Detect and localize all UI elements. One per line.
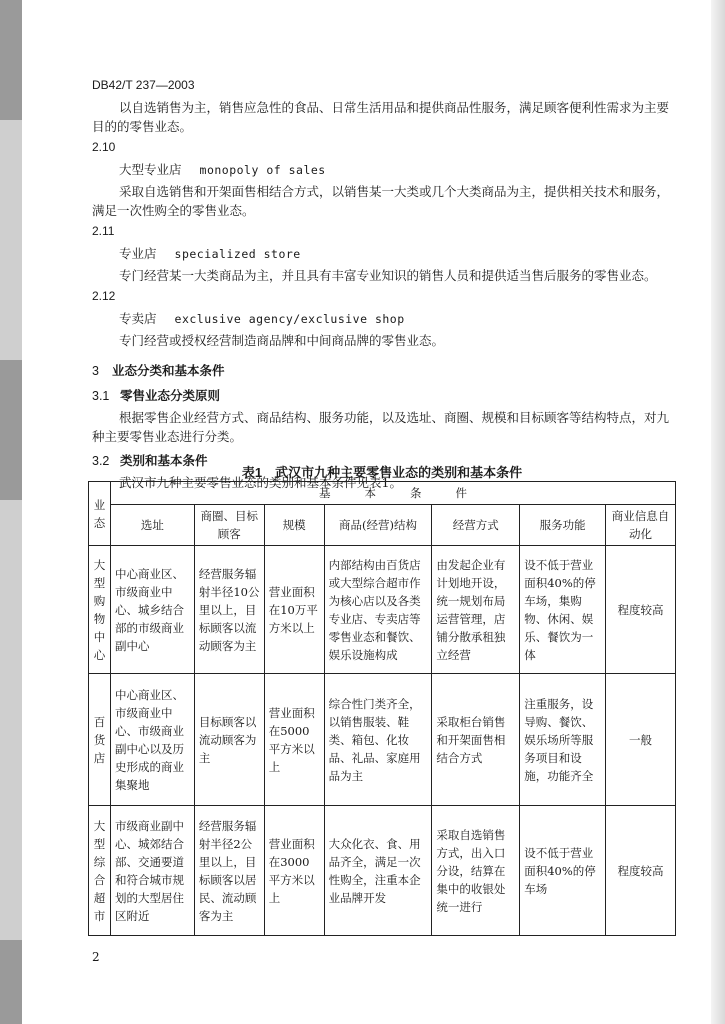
- page-number: 2: [92, 950, 100, 964]
- row-type: 大型购物中心: [89, 546, 111, 674]
- header-cell: 商品(经营)结构: [324, 505, 432, 546]
- table-cell: 设不低于营业面积40%的停车场，集购物、休闲、娱乐、餐饮为一体: [520, 546, 606, 674]
- table-cell: 大众化衣、食、用品齐全，满足一次性购全，注重本企业品牌开发: [324, 806, 432, 936]
- clause-number: 2.10: [92, 140, 116, 154]
- table-cell: 营业面积在10万平方米以上: [264, 546, 324, 674]
- table-cell: 营业面积在5000平方米以上: [264, 674, 324, 806]
- table-cell: 中心商业区、市级商业中心、城乡结合部的市级商业副中心: [110, 546, 194, 674]
- header-type: 业态: [89, 482, 111, 546]
- header-cell: 经营方式: [432, 505, 520, 546]
- document-code: DB42/T 237—2003: [92, 78, 195, 92]
- table-row: [89, 674, 676, 806]
- table-cell: 一般: [606, 674, 676, 806]
- section-heading: [92, 362, 672, 381]
- paragraph: 专门经营或授权经营制造商品牌和中间商品牌的零售业态。: [119, 333, 445, 348]
- table-cell: 营业面积在3000平方米以上: [264, 806, 324, 936]
- table-cell: 市级商业副中心、城郊结合部、交通要道和符合城市规划的大型居住区附近: [110, 806, 194, 936]
- paragraph: 以自选销售为主，销售应急性的食品、日常生活用品和提供商品性服务，满足顾客便利性需求为主要目的的零售业态。: [92, 100, 670, 134]
- table-cell: 中心商业区、市级商业中心、市级商业副中心以及历史形成的商业集聚地: [110, 674, 194, 806]
- term-cn: 专卖店: [119, 311, 157, 326]
- table-cell: 程度较高: [606, 546, 676, 674]
- paragraph: 专门经营某一大类商品为主，并且具有丰富专业知识的销售人员和提供适当售后服务的零售业态。: [119, 268, 657, 283]
- clause-number: 2.11: [92, 224, 115, 238]
- header-cell: 服务功能: [520, 505, 606, 546]
- term-cn: 大型专业店: [119, 162, 182, 177]
- subsection-title: 零售业态分类原则: [120, 389, 221, 403]
- table-cell: 经营服务辐射半径10公里以上，目标顾客以流动顾客为主: [194, 546, 264, 674]
- term-en: specialized store: [174, 247, 301, 261]
- header-cell: 商业信息自动化: [606, 505, 676, 546]
- table-row: [89, 806, 676, 936]
- header-cell: 选址: [110, 505, 194, 546]
- header-group-label: 基本条件: [318, 486, 501, 500]
- table-cell: 采取自选销售方式，出入口分设，结算在集中的收银处统一进行: [432, 806, 520, 936]
- row-type: 大型综合超市: [89, 806, 111, 936]
- retail-format-table: [88, 481, 676, 936]
- table-cell: 内部结构由百货店或大型综合超市作为核心店以及各类专业店、专卖店等零售业态和餐饮、娱乐设施构成: [324, 546, 432, 674]
- left-scan-strip: [0, 0, 22, 1024]
- header-cell: 规模: [264, 505, 324, 546]
- table-cell: 程度较高: [606, 806, 676, 936]
- table-cell: 经营服务辐射半径2公里以上，目标顾客以居民、流动顾客为主: [194, 806, 264, 936]
- right-page-edge: [711, 0, 725, 1024]
- table-cell: 综合性门类齐全，以销售服装、鞋类、箱包、化妆品、礼品、家庭用品为主: [324, 674, 432, 806]
- subsection-title: 类别和基本条件: [120, 454, 208, 468]
- paragraph: 根据零售企业经营方式、商品结构、服务功能，以及选址、商圈、规模和目标顾客等结构特点，对九种主要零售业态进行分类。: [92, 410, 670, 444]
- header-group: [110, 482, 675, 505]
- table-cell: 注重服务，设导购、餐饮、娱乐场所等服务项目和设施，功能齐全: [520, 674, 606, 806]
- section-number: 3: [92, 364, 99, 378]
- table-row: [89, 546, 676, 674]
- subsection-number: 3.1: [92, 389, 110, 403]
- header-cell: 商圈、目标顾客: [194, 505, 264, 546]
- table-cell: 采取柜台销售和开架面售相结合方式: [432, 674, 520, 806]
- term-cn: 专业店: [119, 246, 157, 261]
- table-cell: 目标顾客以流动顾客为主: [194, 674, 264, 806]
- term-heading: [119, 309, 672, 329]
- subsection-heading: [92, 387, 672, 406]
- table-cell: 由发起企业有计划地开设，统一规划布局运营管理，店铺分散承租独立经营: [432, 546, 520, 674]
- term-heading: [119, 244, 672, 264]
- term-en: monopoly of sales: [199, 163, 326, 177]
- body-text: [92, 98, 672, 492]
- paragraph: 采取自选销售和开架面售相结合方式，以销售某一大类或几个大类商品为主，提供相关技术和服务，满足一次性购全的零售业态。: [92, 184, 670, 218]
- clause-number: 2.12: [92, 289, 116, 303]
- section-title: 业态分类和基本条件: [112, 364, 225, 378]
- row-type: 百货店: [89, 674, 111, 806]
- subsection-number: 3.2: [92, 454, 110, 468]
- table-title: 表1 武汉市九种主要零售业态的类别和基本条件: [241, 465, 523, 480]
- term-heading: [119, 160, 672, 180]
- paragraph: 武汉市九种主要零售业态的类别和基本条件见表1。: [119, 475, 402, 490]
- table-cell: 设不低于营业面积40%的停车场: [520, 806, 606, 936]
- term-en: exclusive agency/exclusive shop: [174, 312, 405, 326]
